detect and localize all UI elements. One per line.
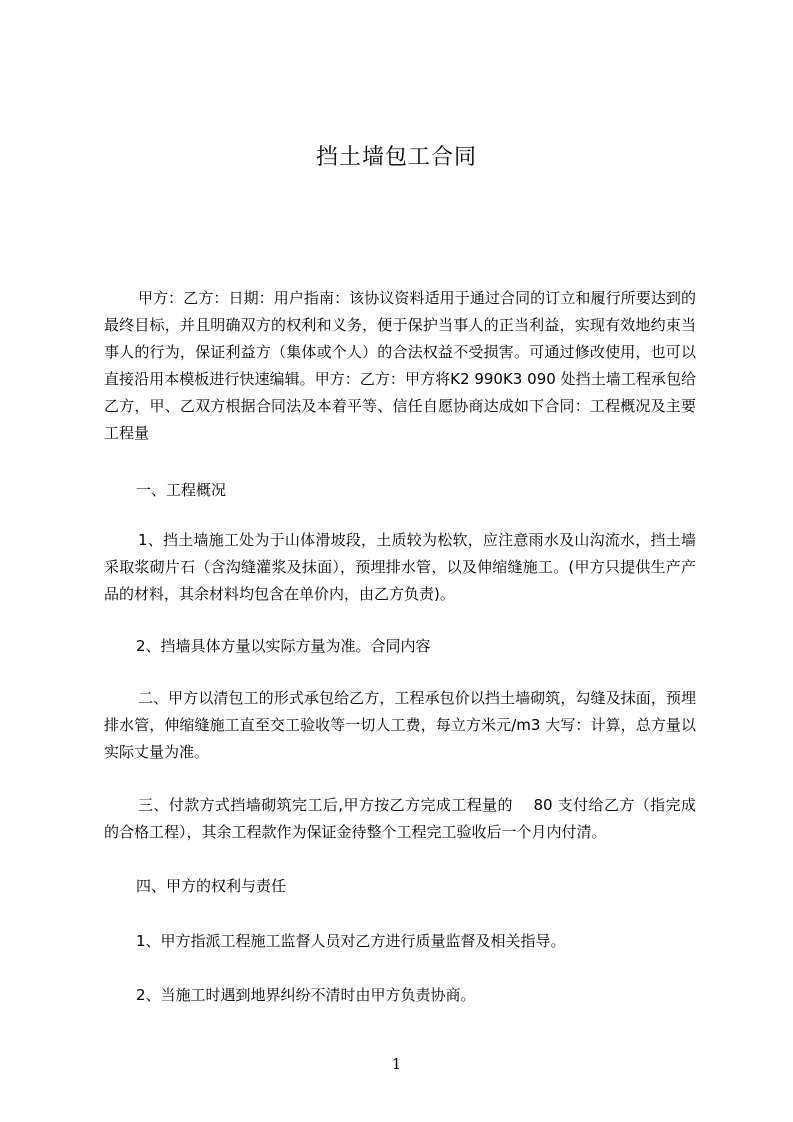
page-number: 1 (391, 1055, 402, 1073)
document-title: 挡土墙包工合同 (315, 145, 477, 170)
section-1-heading: 一、工程概况 (136, 481, 227, 499)
section-4-item-2: 2、当施工时遇到地界纠纷不清时由甲方负责协商。 (136, 986, 476, 1004)
section-1-item-2: 2、挡墙具体方量以实际方量为准。合同内容 (136, 637, 431, 655)
section-1-item-1: 1、挡土墙施工处为于山体滑坡段，土质较为松软，应注意雨水及山沟流水，挡土墙采取浆砌片石（含沟缝灌浆及抹面），预埋排水管，以及伸缩缝施工。(甲方只提供生产产品的材料，其余材料均包含在单价内，由乙方负责)。 (104, 531, 696, 603)
section-4-heading: 四、甲方的权利与责任 (136, 877, 287, 895)
intro-paragraph: 甲方：乙方：日期：用户指南：该协议资料适用于通过合同的订立和履行所要达到的最终目标，并且明确双方的权利和义务，便于保护当事人的正当利益，实现有效地约束当事人的行为，保证利益方（集体或个人）的合法权益不受损害。可通过修改使用，也可以直接沿用本模板进行快速编辑。甲方：乙方：甲方将K2 990K3 090 处挡土墙工程承包给乙方，甲、乙双方根据合同法及本着平等、信任自愿协商达成如下合同：工程概况及主要工程量 (104, 289, 696, 442)
section-2-paragraph: 二、甲方以清包工的形式承包给乙方，工程承包价以挡土墙砌筑，勾缝及抹面，预埋排水管，伸缩缝施工直至交工验收等一切人工费，每立方米元/m3 大写：计算，总方量以实际丈量为准。 (104, 689, 696, 761)
section-4-item-1: 1、甲方指派工程施工监督人员对乙方进行质量监督及相关指导。 (136, 932, 566, 950)
section-3-paragraph: 三、付款方式挡墙砌筑完工后,甲方按乙方完成工程量的 80 支付给乙方（指完成的合格工程），其余工程款作为保证金待整个工程完工验收后一个月内付清。 (104, 796, 696, 841)
